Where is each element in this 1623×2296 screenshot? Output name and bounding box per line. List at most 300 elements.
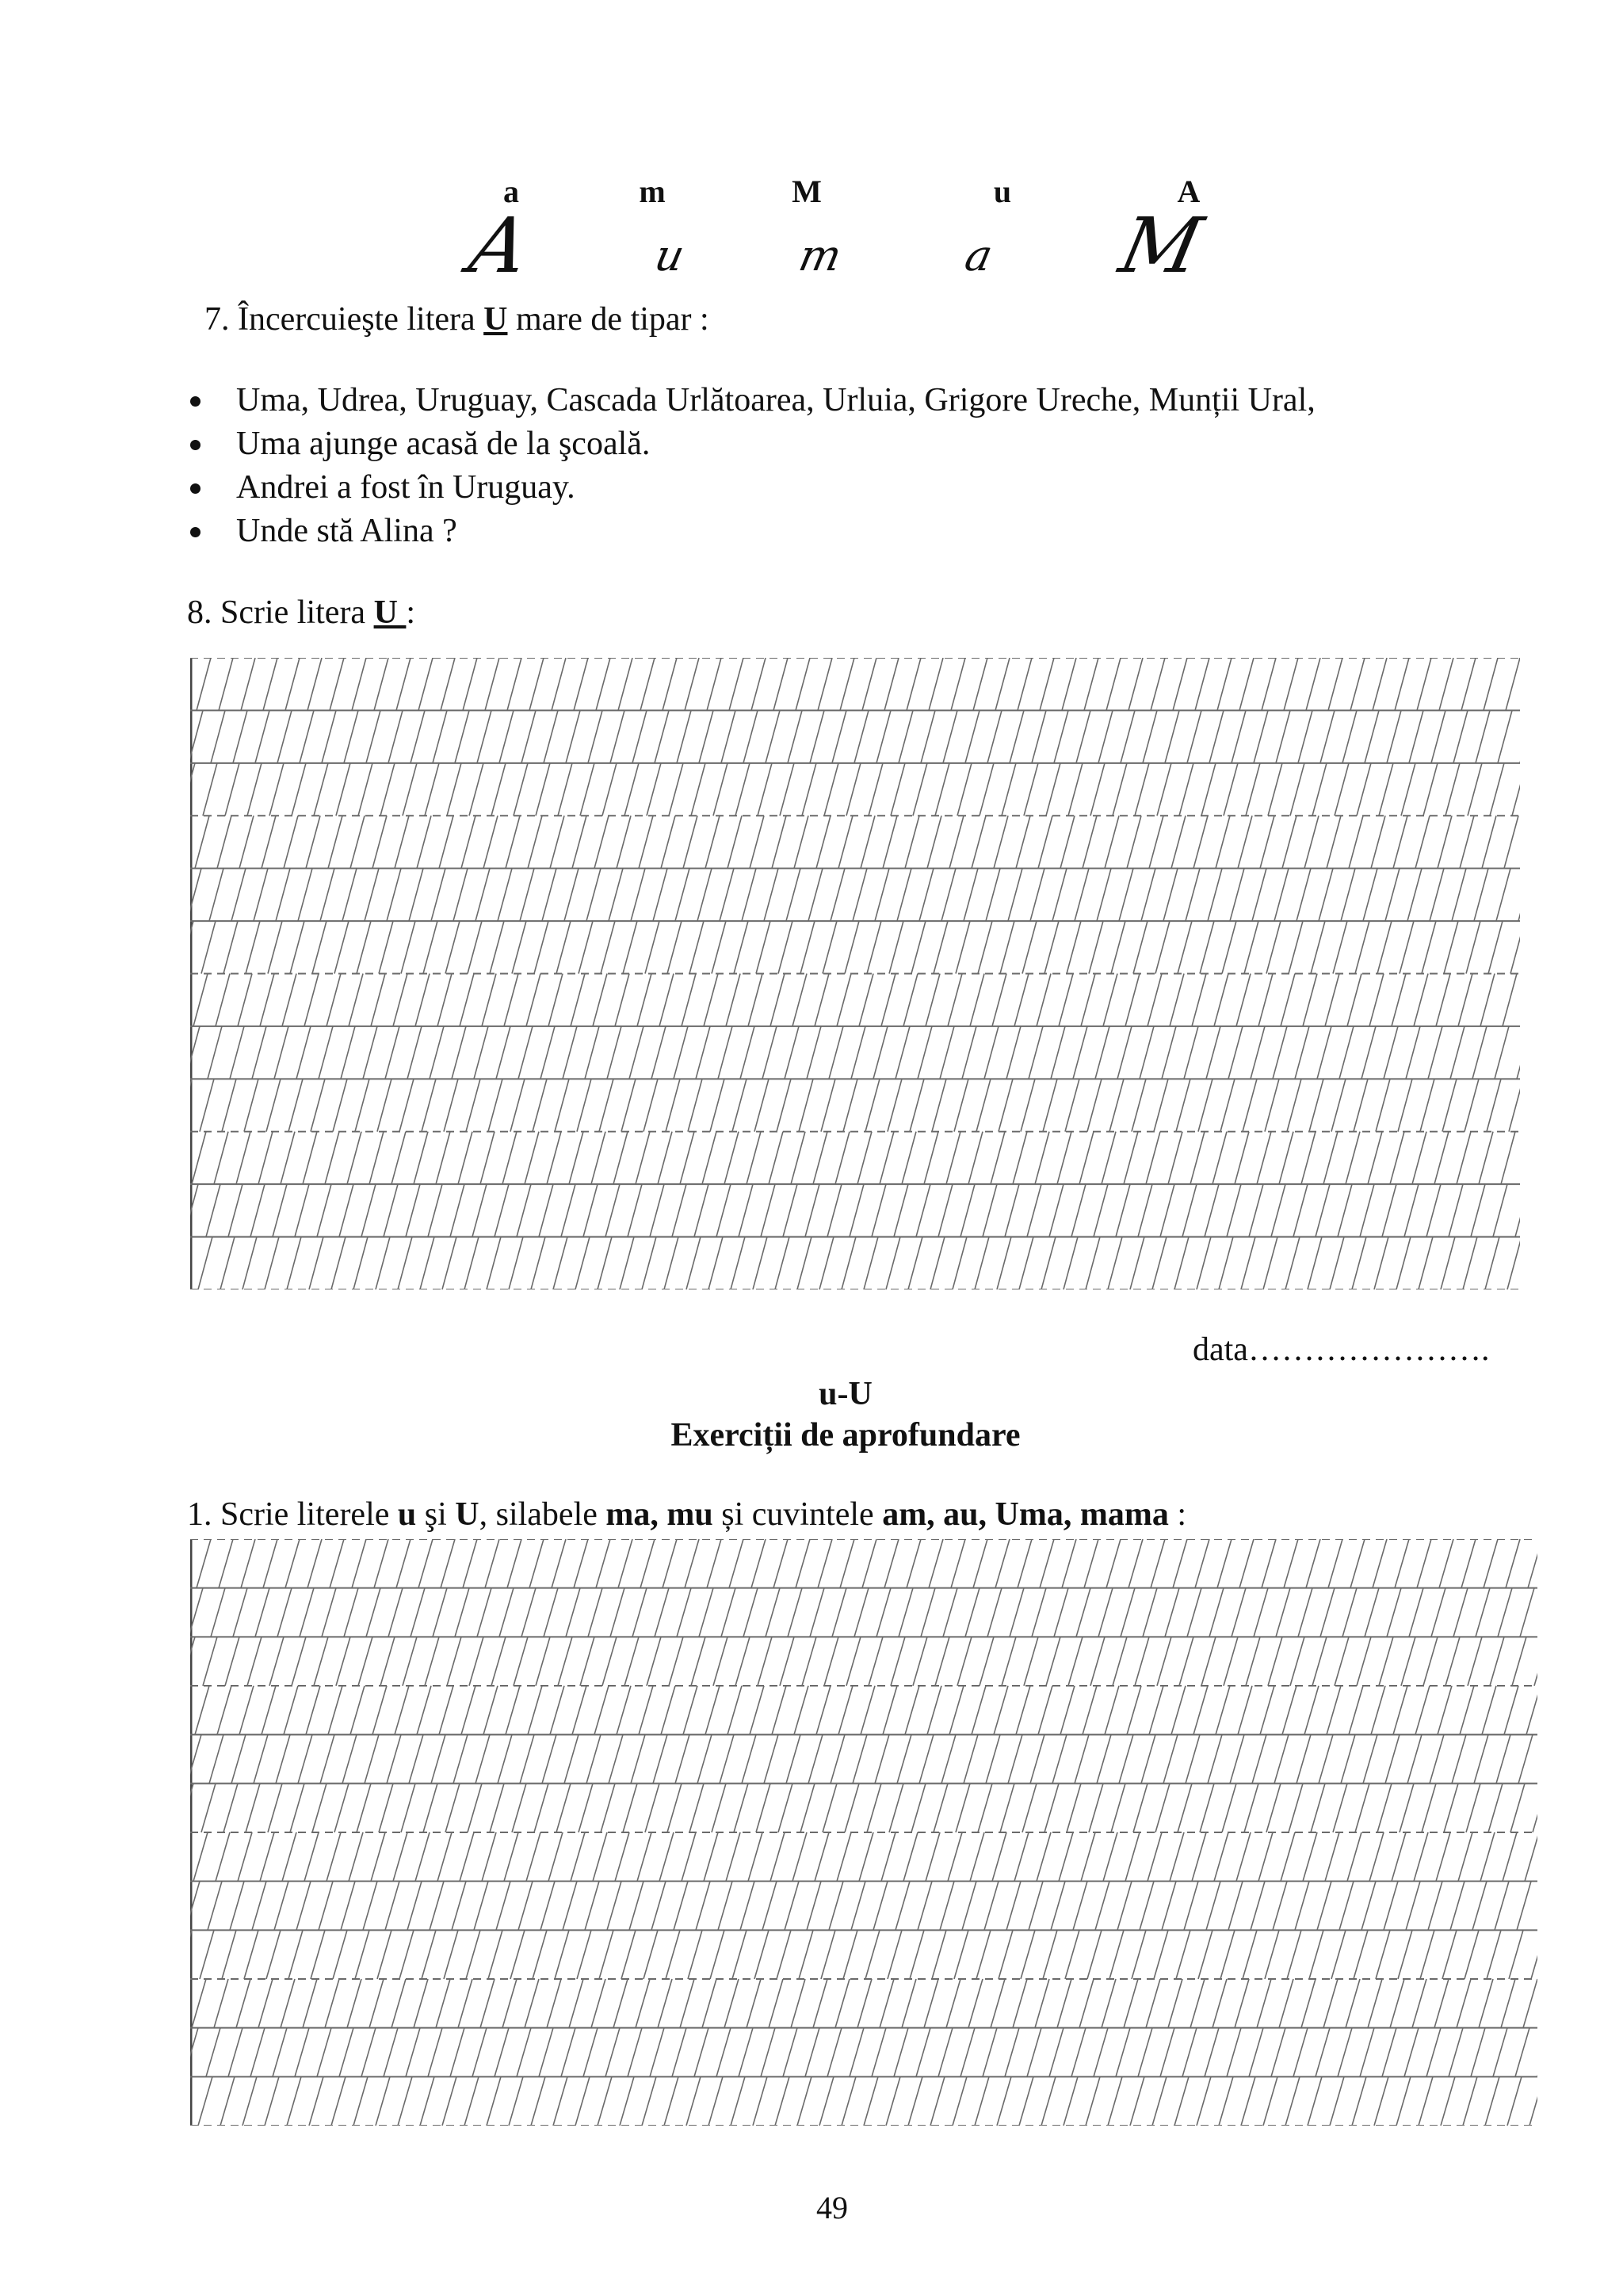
grid-slant-line bbox=[1005, 2028, 1019, 2077]
grid-slant-line bbox=[1209, 710, 1224, 762]
grid-slant-line bbox=[951, 1539, 965, 1588]
grid-slant-line bbox=[770, 974, 785, 1026]
grid-slant-line bbox=[1040, 658, 1054, 710]
grid-slant-line bbox=[785, 1026, 799, 1079]
grid-slant-line bbox=[1163, 1735, 1178, 1784]
grid-slant-line bbox=[891, 763, 905, 816]
grid-slant-line bbox=[1212, 1132, 1227, 1184]
grid-slant-line bbox=[1165, 1588, 1179, 1637]
grid-slant-line bbox=[220, 1237, 235, 1289]
grid-slant-line bbox=[246, 1783, 260, 1832]
grid-slant-line bbox=[1103, 974, 1117, 1026]
grid-slant-line bbox=[518, 1026, 533, 1079]
grid-slant-line bbox=[850, 2028, 864, 2077]
grid-slant-line bbox=[1064, 2076, 1078, 2126]
grid-slant-line bbox=[1075, 1735, 1089, 1784]
grid-slant-line bbox=[284, 816, 298, 868]
grid-slant-line bbox=[1230, 869, 1244, 921]
grid-slant-line bbox=[823, 921, 837, 973]
grid-slant-line bbox=[385, 1026, 399, 1079]
grid-slant-line bbox=[566, 710, 580, 762]
grid-slant-line bbox=[609, 1735, 623, 1784]
grid-slant-line bbox=[819, 2076, 834, 2126]
grid-slant-line bbox=[1135, 763, 1149, 816]
grid-slant-line bbox=[1490, 1637, 1504, 1686]
grid-slant-line bbox=[1109, 1079, 1124, 1131]
grid-slant-line bbox=[491, 763, 506, 816]
grid-slant-line bbox=[1260, 1686, 1274, 1735]
grid-slant-line bbox=[474, 1881, 488, 1931]
grid-slant-line bbox=[591, 1979, 605, 2028]
grid-slant-line bbox=[1331, 1079, 1346, 1131]
grid-slant-line bbox=[951, 658, 965, 710]
grid-slant-line bbox=[1140, 1026, 1154, 1079]
grid-slant-line bbox=[960, 1184, 975, 1236]
grid-slant-line bbox=[1041, 2076, 1056, 2126]
grid-slant-line bbox=[225, 1637, 239, 1686]
grid-slant-line bbox=[903, 974, 918, 1026]
grid-slant-line bbox=[1482, 816, 1496, 868]
grid-slant-line bbox=[1466, 921, 1480, 973]
grid-slant-line bbox=[1171, 816, 1186, 868]
grid-slant-line bbox=[1452, 869, 1466, 921]
grid-slant-line bbox=[1458, 974, 1472, 1026]
grid-slant-line bbox=[334, 1783, 349, 1832]
grid-slant-line bbox=[591, 1132, 605, 1184]
grid-slant-line bbox=[372, 816, 387, 868]
grid-slant-line bbox=[1105, 1686, 1119, 1735]
grid-slant-line bbox=[1265, 1930, 1279, 1979]
date-field: data…………………. bbox=[1193, 1331, 1490, 1368]
grid-slant-line bbox=[1083, 816, 1097, 868]
grid-slant-line bbox=[1347, 974, 1361, 1026]
grid-slant-line bbox=[810, 1588, 824, 1637]
grid-slant-line bbox=[1019, 2076, 1033, 2126]
grid-slant-line bbox=[918, 1026, 932, 1079]
grid-slant-line bbox=[775, 2076, 789, 2126]
grid-slant-line bbox=[1155, 1783, 1170, 1832]
grid-slant-line bbox=[685, 658, 699, 710]
grid-slant-line bbox=[991, 1132, 1005, 1184]
grid-slant-line bbox=[1426, 2028, 1441, 2077]
grid-slant-line bbox=[754, 1930, 769, 1979]
grid-slant-line bbox=[298, 869, 312, 921]
grid-slant-line bbox=[1422, 921, 1436, 973]
grid-slant-line bbox=[815, 974, 829, 1026]
grid-slant-line bbox=[880, 1132, 894, 1184]
grid-slant-line bbox=[651, 1026, 666, 1079]
grid-slant-line bbox=[1396, 1237, 1411, 1289]
grid-slant-line bbox=[1384, 1026, 1398, 1079]
grid-slant-line bbox=[1184, 1881, 1198, 1931]
grid-slant-line bbox=[724, 1979, 739, 2028]
grid-slant-line bbox=[1268, 763, 1282, 816]
grid-slant-line bbox=[1079, 1979, 1094, 2028]
grid-slant-line bbox=[1254, 710, 1268, 762]
grid-slant-line bbox=[896, 1881, 910, 1931]
grid-slant-line bbox=[458, 1979, 472, 2028]
grid-slant-line bbox=[223, 921, 238, 973]
grid-slant-line bbox=[766, 1588, 780, 1637]
grid-slant-line bbox=[688, 1930, 702, 1979]
grid-slant-line bbox=[869, 1637, 883, 1686]
grid-slant-line bbox=[222, 1930, 236, 1979]
grid-slant-line bbox=[792, 1832, 807, 1881]
grid-slant-line bbox=[208, 1026, 222, 1079]
grid-slant-line bbox=[1057, 1979, 1071, 2028]
grid-slant-line bbox=[1018, 1539, 1032, 1588]
grid-slant-line bbox=[1187, 1588, 1201, 1637]
grid-slant-line bbox=[802, 763, 816, 816]
grid-slant-line bbox=[238, 1832, 252, 1881]
grid-slant-line bbox=[960, 2028, 975, 2077]
grid-slant-line bbox=[664, 1237, 678, 1289]
grid-slant-line bbox=[791, 1132, 805, 1184]
grid-slant-line bbox=[647, 763, 661, 816]
grid-slant-line bbox=[930, 1237, 945, 1289]
grid-slant-line bbox=[1449, 2028, 1463, 2077]
grid-slant-line bbox=[296, 1026, 311, 1079]
grid-slant-line bbox=[579, 921, 593, 973]
grid-slant-line bbox=[758, 763, 772, 816]
grid-slant-line bbox=[572, 816, 586, 868]
grid-slant-line bbox=[254, 1735, 268, 1784]
grid-slant-line bbox=[663, 1539, 677, 1588]
grid-slant-line bbox=[632, 710, 647, 762]
grid-slant-line bbox=[366, 1588, 380, 1637]
grid-slant-line bbox=[311, 1930, 325, 1979]
grid-slant-line bbox=[696, 1881, 710, 1931]
grid-slant-line bbox=[552, 658, 566, 710]
grid-slant-line bbox=[540, 1026, 555, 1079]
grid-slant-line bbox=[548, 1832, 563, 1881]
grid-slant-line bbox=[629, 1026, 643, 1079]
grid-slant-line bbox=[672, 1184, 686, 1236]
grid-slant-line bbox=[1141, 869, 1155, 921]
grid-slant-line bbox=[197, 1539, 211, 1588]
grid-slant-line bbox=[1328, 1539, 1342, 1588]
grid-slant-line bbox=[307, 658, 322, 710]
grid-slant-line bbox=[563, 1026, 577, 1079]
grid-slant-line bbox=[353, 1237, 368, 1289]
grid-slant-line bbox=[1274, 1735, 1289, 1784]
grid-slant-line bbox=[1257, 1132, 1271, 1184]
grid-slant-line bbox=[1414, 1832, 1428, 1881]
grid-slant-line bbox=[437, 974, 452, 1026]
grid-slant-line bbox=[331, 2076, 346, 2126]
grid-slant-line bbox=[290, 921, 304, 973]
grid-slant-line bbox=[393, 1832, 407, 1881]
grid-slant-line bbox=[1227, 2028, 1241, 2077]
grid-slant-line bbox=[949, 816, 964, 868]
grid-slant-line bbox=[252, 1881, 266, 1931]
grid-slant-line bbox=[453, 869, 468, 921]
grid-slant-line bbox=[1178, 1783, 1192, 1832]
grid-slant-line bbox=[794, 816, 808, 868]
grid-slant-line bbox=[1458, 1832, 1472, 1881]
grid-slant-line bbox=[445, 1783, 460, 1832]
grid-slant-line bbox=[1244, 921, 1258, 973]
grid-slant-line bbox=[1357, 763, 1371, 816]
grid-slant-line bbox=[292, 763, 306, 816]
grid-slant-line bbox=[1046, 763, 1060, 816]
grid-slant-line bbox=[285, 1539, 300, 1588]
grid-slant-line bbox=[556, 921, 571, 973]
grid-slant-line bbox=[861, 1686, 875, 1735]
grid-slant-line bbox=[1179, 763, 1193, 816]
grid-slant-line bbox=[843, 1930, 857, 1979]
grid-slant-line bbox=[371, 974, 385, 1026]
grid-slant-line bbox=[550, 1686, 564, 1735]
grid-slant-line bbox=[296, 1881, 311, 1931]
grid-slant-line bbox=[1298, 710, 1312, 762]
grid-slant-line bbox=[1474, 869, 1488, 921]
grid-slant-line bbox=[1192, 1832, 1206, 1881]
grid-slant-line bbox=[1501, 1132, 1515, 1184]
grid-slant-line bbox=[712, 921, 726, 973]
grid-slant-line bbox=[1531, 1930, 1537, 1979]
grid-slant-line bbox=[1208, 1735, 1222, 1784]
grid-slant-line bbox=[884, 658, 899, 710]
grid-slant-line bbox=[341, 1881, 355, 1931]
print-letter-A: A bbox=[1177, 174, 1201, 209]
grid-slant-line bbox=[1140, 1881, 1154, 1931]
grid-slant-line bbox=[1438, 1686, 1452, 1735]
grid-slant-line bbox=[255, 710, 269, 762]
grid-slant-line bbox=[1304, 1686, 1319, 1735]
grid-slant-line bbox=[1263, 1237, 1277, 1289]
grid-slant-line bbox=[911, 921, 926, 973]
grid-slant-line bbox=[680, 1132, 694, 1184]
grid-slant-line bbox=[547, 1132, 561, 1184]
grid-slant-line bbox=[1265, 1079, 1279, 1131]
grid-slant-line bbox=[1445, 1637, 1460, 1686]
grid-slant-line bbox=[934, 1783, 948, 1832]
grid-slant-line bbox=[1090, 763, 1105, 816]
grid-slant-line bbox=[845, 921, 859, 973]
grid-slant-line bbox=[583, 2028, 598, 2077]
grid-slant-line bbox=[1404, 2028, 1419, 2077]
grid-slant-line bbox=[1037, 974, 1051, 1026]
grid-slant-line bbox=[529, 658, 544, 710]
grid-slant-line bbox=[854, 710, 869, 762]
grid-slant-line bbox=[1021, 1930, 1035, 1979]
grid-slant-line bbox=[1390, 1979, 1404, 2028]
grid-slant-line bbox=[984, 1881, 999, 1931]
grid-slant-line bbox=[643, 1079, 658, 1131]
grid-slant-line bbox=[710, 1079, 724, 1131]
grid-slant-line bbox=[1463, 1237, 1477, 1289]
grid-slant-line bbox=[230, 1881, 244, 1931]
grid-slant-line bbox=[824, 763, 838, 816]
grid-slant-line bbox=[1434, 1132, 1449, 1184]
grid-slant-line bbox=[585, 1026, 599, 1079]
grid-slant-line bbox=[1415, 816, 1430, 868]
grid-slant-line bbox=[1506, 1539, 1520, 1588]
grid-slant-line bbox=[1065, 1079, 1079, 1131]
grid-slant-line bbox=[414, 1979, 428, 2028]
grid-slant-line bbox=[686, 1237, 701, 1289]
grid-slant-line bbox=[265, 1237, 279, 1289]
grid-slant-line bbox=[464, 1237, 479, 1289]
bullet-icon bbox=[190, 440, 200, 450]
grid-slant-line bbox=[586, 869, 601, 921]
grid-slant-line bbox=[1257, 1979, 1271, 2028]
grid-slant-line bbox=[1029, 1026, 1043, 1079]
grid-slant-line bbox=[596, 1539, 610, 1588]
grid-slant-line bbox=[940, 1026, 954, 1079]
handwriting-grid[interactable] bbox=[190, 658, 1520, 1289]
grid-slant-line bbox=[433, 710, 447, 762]
grid-slant-line bbox=[694, 1184, 708, 1236]
grid-slant-line bbox=[1224, 1637, 1238, 1686]
grid-slant-line bbox=[1149, 1686, 1163, 1735]
grid-slant-line bbox=[734, 921, 748, 973]
grid-slant-line bbox=[1409, 710, 1423, 762]
grid-slant-line bbox=[1509, 1079, 1520, 1131]
grid-slant-line bbox=[691, 763, 705, 816]
grid-slant-line bbox=[1154, 1930, 1168, 1979]
handwriting-grid[interactable] bbox=[190, 1539, 1537, 2126]
grid-slant-line bbox=[704, 1832, 718, 1881]
grid-slant-line bbox=[1094, 1184, 1108, 1236]
grid-slant-line bbox=[496, 1026, 510, 1079]
grid-slant-line bbox=[398, 1237, 412, 1289]
grid-slant-line bbox=[999, 1079, 1013, 1131]
grid-slant-line bbox=[445, 921, 460, 973]
grid-slant-line bbox=[198, 1237, 212, 1289]
grid-slant-line bbox=[244, 1930, 258, 1979]
grid-slant-line bbox=[563, 1881, 577, 1931]
grid-slant-line bbox=[284, 1686, 298, 1735]
grid-slant-line bbox=[624, 763, 639, 816]
print-letter-M: M bbox=[792, 174, 822, 209]
grid-slant-line bbox=[1174, 1237, 1189, 1289]
grid-slant-line bbox=[1089, 921, 1103, 973]
grid-slant-line bbox=[718, 1026, 732, 1079]
grid-slant-line bbox=[1098, 1588, 1113, 1637]
grid-slant-line bbox=[586, 1735, 601, 1784]
grid-slant-line bbox=[502, 1132, 517, 1184]
grid-slant-line bbox=[851, 1881, 865, 1931]
grid-slant-line bbox=[1320, 710, 1335, 762]
grid-slant-line bbox=[1285, 1237, 1300, 1289]
grid-slant-line bbox=[526, 974, 540, 1026]
grid-slant-line bbox=[548, 974, 563, 1026]
grid-slant-line bbox=[499, 710, 514, 762]
grid-slant-line bbox=[417, 1686, 431, 1735]
grid-slant-line bbox=[1406, 1881, 1420, 1931]
grid-slant-line bbox=[832, 710, 846, 762]
grid-slant-line bbox=[954, 1079, 968, 1131]
grid-slant-line bbox=[1008, 869, 1022, 921]
grid-slant-line bbox=[319, 1026, 333, 1079]
grid-slant-line bbox=[617, 1686, 631, 1735]
grid-slant-line bbox=[799, 1930, 813, 1979]
grid-slant-line bbox=[277, 1588, 292, 1637]
grid-slant-line bbox=[387, 1735, 401, 1784]
grid-slant-line bbox=[992, 974, 1006, 1026]
grid-slant-line bbox=[639, 1686, 653, 1735]
grid-slant-line bbox=[363, 1881, 377, 1931]
exercise-1-instruction: 1. Scrie literele u şi U, silabele ma, mu și cuvintele am, au, Uma, mama : bbox=[187, 1496, 1186, 1533]
grid-slant-line bbox=[1311, 921, 1325, 973]
grid-slant-line bbox=[525, 1132, 539, 1184]
grid-slant-line bbox=[395, 816, 409, 868]
grid-slant-line bbox=[1060, 1686, 1075, 1735]
grid-slant-line bbox=[396, 658, 411, 710]
grid-slant-line bbox=[639, 816, 653, 868]
grid-slant-line bbox=[957, 763, 972, 816]
grid-slant-line bbox=[344, 710, 358, 762]
grid-slant-line bbox=[739, 1184, 753, 1236]
grid-slant-line bbox=[699, 1588, 713, 1637]
grid-slant-line bbox=[739, 2028, 753, 2077]
grid-slant-line bbox=[876, 1588, 891, 1637]
grid-slant-line bbox=[747, 1979, 761, 2028]
grid-slant-line bbox=[899, 710, 913, 762]
grid-slant-line bbox=[1117, 1881, 1132, 1931]
grid-slant-line bbox=[388, 710, 403, 762]
grid-slant-line bbox=[732, 1930, 747, 1979]
grid-slant-line bbox=[300, 710, 314, 762]
grid-slant-line bbox=[964, 869, 978, 921]
grid-slant-line bbox=[339, 2028, 353, 2077]
grid-slant-line bbox=[946, 1979, 960, 2028]
grid-slant-line bbox=[926, 974, 940, 1026]
grid-slant-line bbox=[425, 1637, 439, 1686]
grid-slant-line bbox=[726, 1832, 740, 1881]
grid-slant-line bbox=[1338, 2028, 1352, 2077]
grid-slant-line bbox=[1062, 1539, 1076, 1588]
grid-slant-line bbox=[1133, 1783, 1148, 1832]
grid-slant-line bbox=[1170, 974, 1184, 1026]
grid-slant-line bbox=[975, 2076, 989, 2126]
grid-slant-line bbox=[263, 1539, 277, 1588]
grid-slant-line bbox=[1333, 1783, 1347, 1832]
grid-slant-line bbox=[926, 1832, 940, 1881]
grid-slant-line bbox=[200, 1930, 214, 1979]
grid-slant-line bbox=[1193, 1686, 1208, 1735]
grid-slant-line bbox=[353, 2076, 368, 2126]
grid-slant-line bbox=[425, 763, 439, 816]
grid-slant-line bbox=[1005, 1184, 1019, 1236]
grid-slant-line bbox=[244, 1079, 258, 1131]
grid-slant-line bbox=[1507, 1237, 1520, 1289]
grid-slant-line bbox=[1241, 1237, 1255, 1289]
grid-slant-line bbox=[772, 1686, 786, 1735]
grid-slant-line bbox=[1490, 763, 1504, 816]
grid-slant-line bbox=[1051, 1026, 1065, 1079]
grid-slant-line bbox=[550, 816, 564, 868]
grid-slant-line bbox=[773, 1539, 788, 1588]
grid-slant-line bbox=[1423, 1637, 1438, 1686]
grid-slant-line bbox=[1186, 1735, 1200, 1784]
grid-slant-line bbox=[220, 2076, 235, 2126]
grid-slant-line bbox=[1316, 2028, 1330, 2077]
grid-slant-line bbox=[377, 1079, 391, 1131]
grid-slant-line bbox=[620, 1237, 634, 1289]
grid-slant-line bbox=[697, 869, 712, 921]
grid-slant-line bbox=[231, 869, 246, 921]
grid-slant-line bbox=[542, 1735, 556, 1784]
grid-slant-line bbox=[1165, 710, 1179, 762]
grid-slant-line bbox=[1121, 1588, 1135, 1637]
grid-slant-line bbox=[452, 1881, 466, 1931]
grid-slant-line bbox=[1510, 921, 1520, 973]
grid-slant-line bbox=[1495, 1881, 1509, 1931]
grid-slant-line bbox=[520, 1735, 534, 1784]
